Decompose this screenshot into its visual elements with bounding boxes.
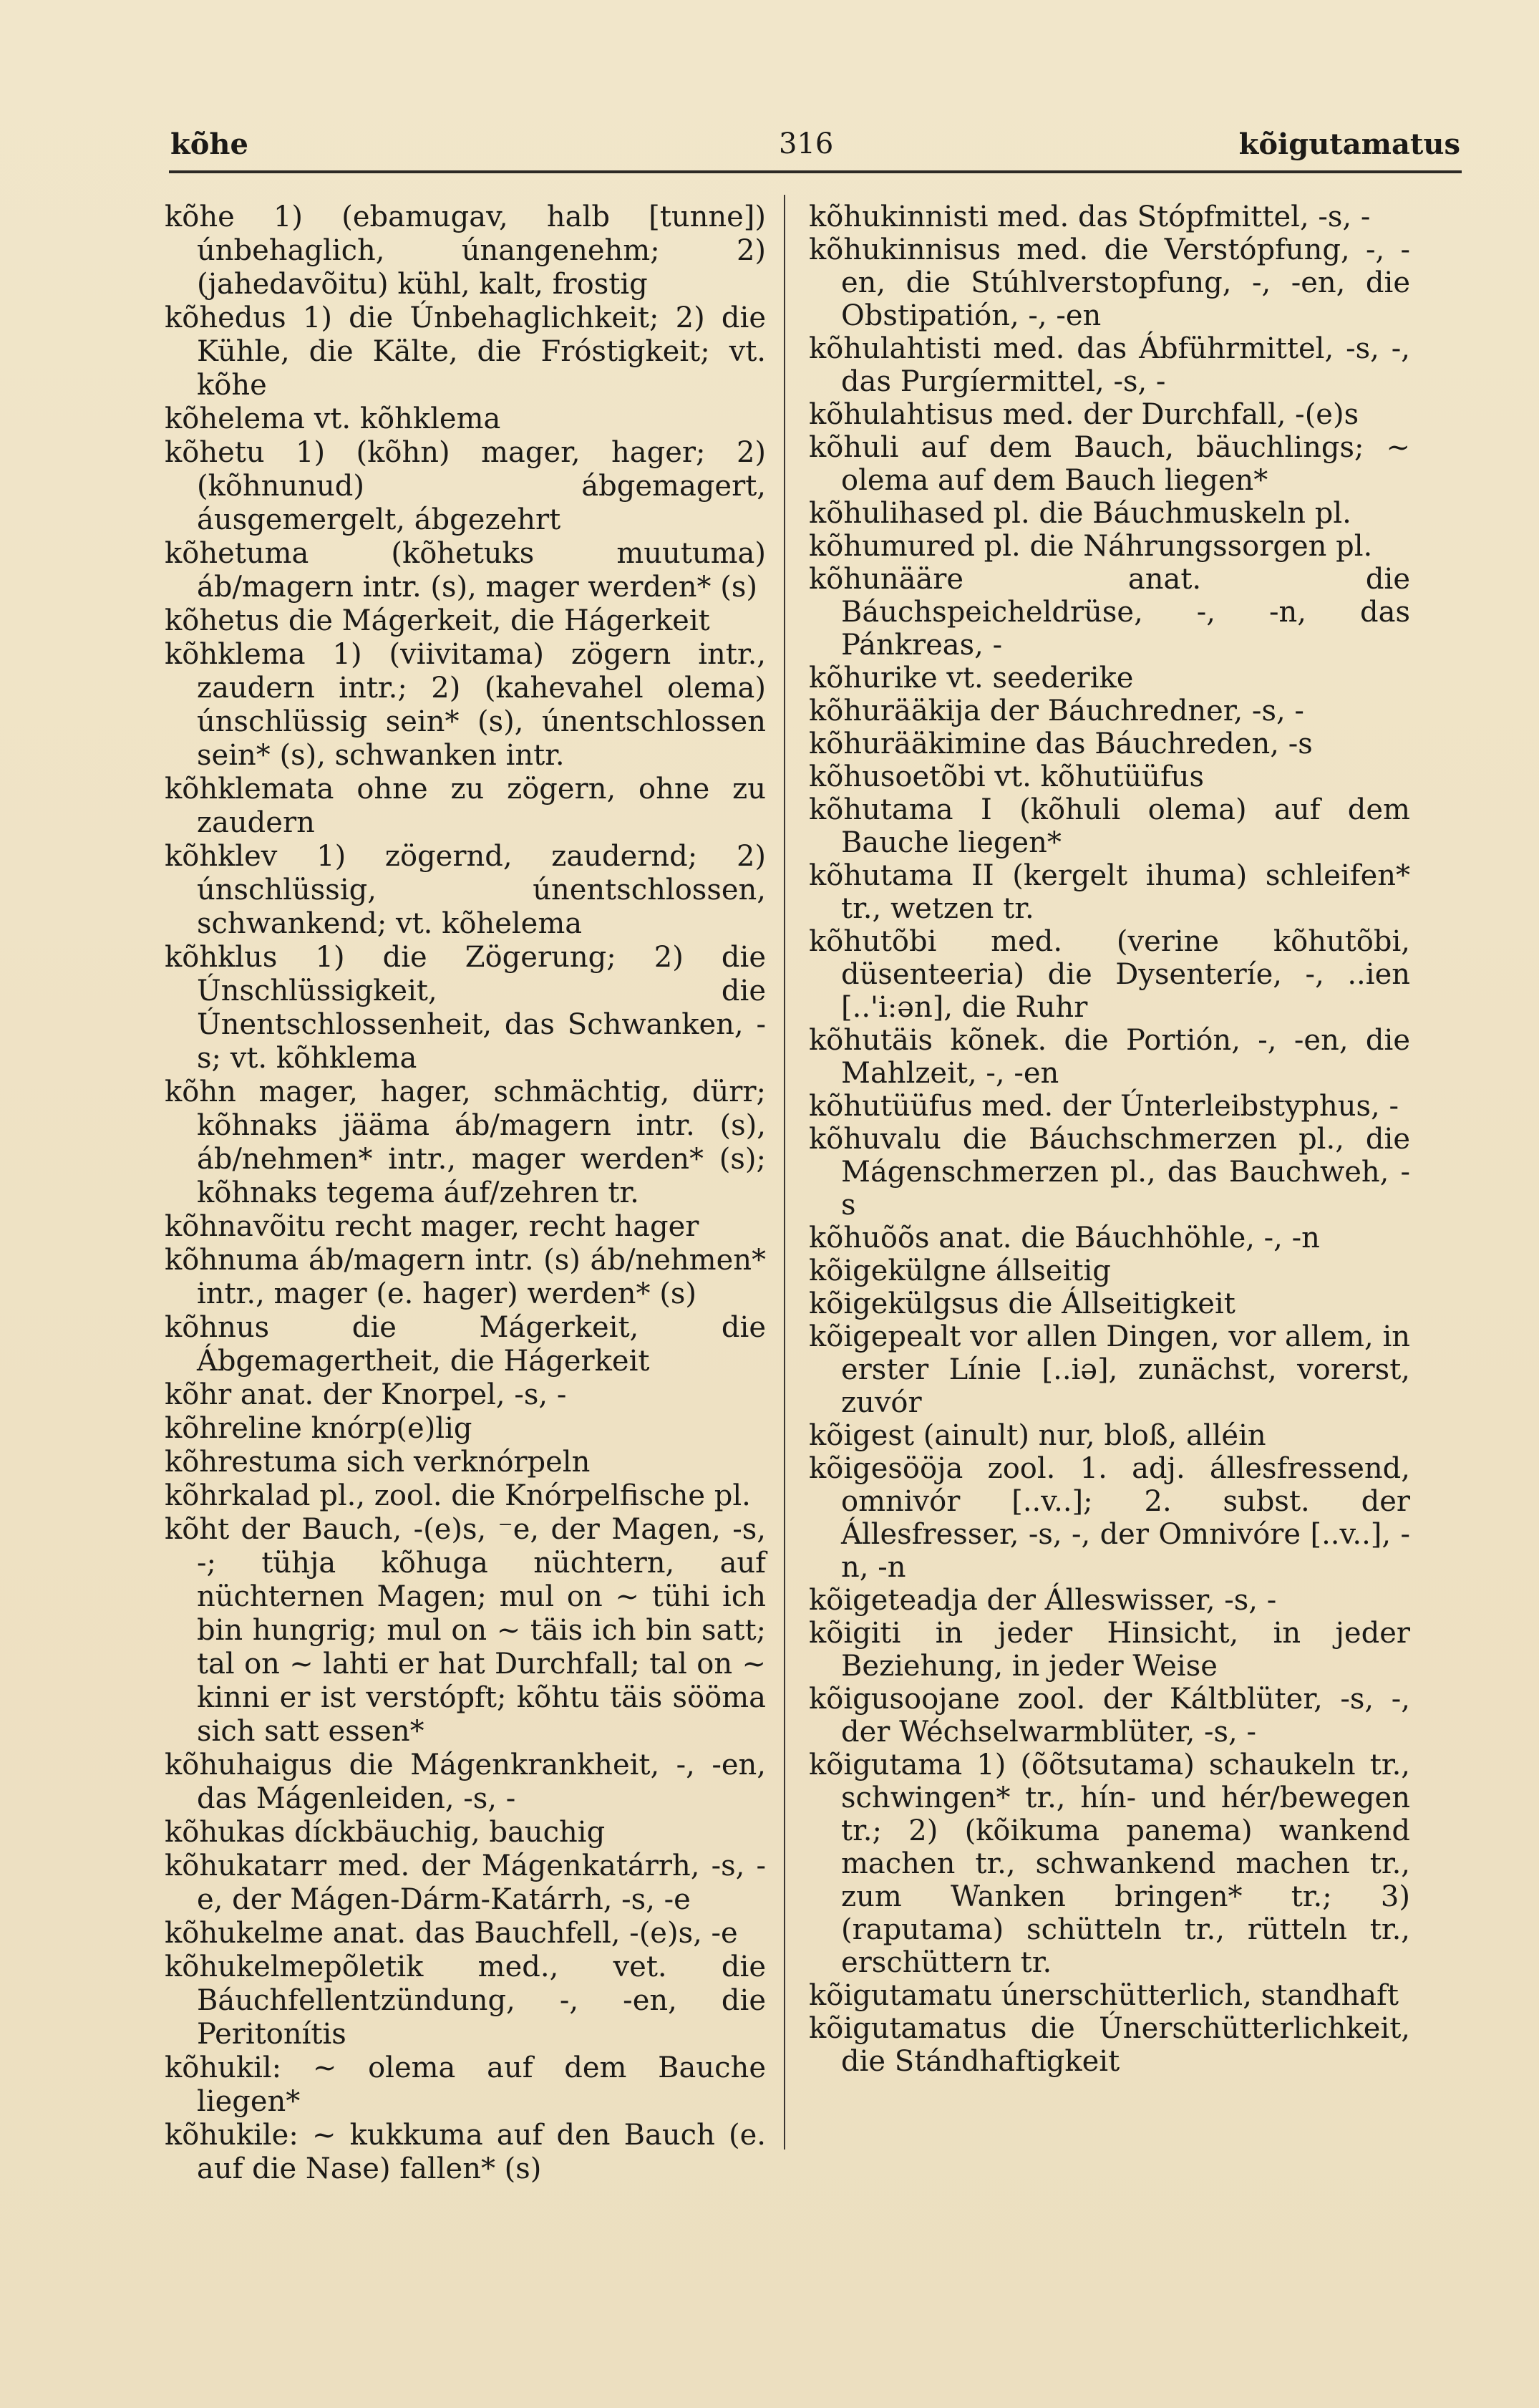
dictionary-entry: kõigepealt vor allen Dingen, vor allem, in erster Línie [..iə], zunächst, vorerst, zuvór [809, 1320, 1410, 1419]
dictionary-entry: kõhutama II (kergelt ihuma) schleifen* tr., wetzen tr. [809, 859, 1410, 925]
header-rule [169, 170, 1462, 173]
dictionary-entry: kõhn mager, hager, schmächtig, dürr; kõhnaks jääma áb/magern intr. (s), áb/nehmen* intr., mager werden* (s); kõhnaks tegema áuf/zehren tr. [165, 1075, 766, 1209]
dictionary-entry: kõhklema 1) (viivitama) zögern intr., zaudern intr.; 2) (kahevahel olema) únschlüssig sein* (s), únentschlossen sein* (s), schwanken intr. [165, 638, 766, 772]
dictionary-entry: kõhklemata ohne zu zögern, ohne zu zaudern [165, 773, 766, 839]
dictionary-entry: kõhreline knórp(e)lig [165, 1412, 472, 1445]
dictionary-entry: kõhuõõs anat. die Báuchhöhle, -, -n [809, 1222, 1320, 1254]
dictionary-entry: kõhukile: ~ kukkuma auf den Bauch (e. auf die Nase) fallen* (s) [165, 2119, 766, 2185]
dictionary-entry: kõhukinnisus med. die Verstópfung, -, -en, die Stúhlverstopfung, -, -en, die Obstipatión, -, -en [809, 233, 1410, 332]
column-divider [784, 195, 785, 2150]
dictionary-entry: kõigiti in jeder Hinsicht, in jeder Beziehung, in jeder Weise [809, 1617, 1410, 1683]
page-number: 316 [779, 127, 834, 160]
header-last-headword: kõigutamatus [1238, 127, 1460, 161]
dictionary-entry: kõigekülgsus die Állseitigkeit [809, 1287, 1235, 1320]
dictionary-entry: kõhetu 1) (kõhn) mager, hager; 2) (kõhnunud) ábgemagert, áusgemergelt, ábgezehrt [165, 436, 766, 536]
dictionary-entry: kõhukelmepõletik med., vet. die Báuchfellentzündung, -, -en, die Peritonítis [165, 1950, 766, 2051]
dictionary-entry: kõhelema vt. kõhklema [165, 402, 501, 435]
dictionary-entry: kõigest (ainult) nur, bloß, alléin [809, 1419, 1266, 1452]
dictionary-entry: kõhukas díckbäuchig, bauchig [165, 1816, 606, 1849]
dictionary-entry: kõigutamatu únerschütterlich, standhaft [809, 1979, 1399, 2012]
dictionary-entry: kõhklus 1) die Zögerung; 2) die Únschlüssigkeit, die Únentschlossenheit, das Schwanken, -s; vt. kõhklema [165, 941, 766, 1075]
dictionary-entry: kõhurääkimine das Báuchreden, -s [809, 727, 1313, 760]
dictionary-entry: kõhumured pl. die Náhrungssorgen pl. [809, 530, 1373, 563]
dictionary-entry: kõigutamatus die Únerschütterlichkeit, die Stándhaftigkeit [809, 2012, 1410, 2078]
dictionary-entry: kõhulahtisti med. das Ábführmittel, -s, -, das Purgíermittel, -s, - [809, 332, 1410, 398]
dictionary-entry: kõhurike vt. seederike [809, 662, 1134, 695]
dictionary-entry: kõhetus die Mágerkeit, die Hágerkeit [165, 604, 710, 637]
left-column [165, 200, 766, 2186]
dictionary-entry: kõhulahtisus med. der Durchfall, -(e)s [809, 398, 1359, 431]
dictionary-entry: kõhetuma (kõhetuks muutuma) áb/magern intr. (s), mager werden* (s) [165, 537, 766, 604]
dictionary-entry: kõhnavõitu recht mager, recht hager [165, 1210, 699, 1243]
dictionary-entry: kõhr anat. der Knorpel, -s, - [165, 1378, 567, 1411]
dictionary-entry: kõigusoojane zool. der Káltblüter, -s, -, der Wéchselwarmblüter, -s, - [809, 1683, 1410, 1749]
dictionary-entry: kõhutäis kõnek. die Portión, -, -en, die Mahlzeit, -, -en [809, 1024, 1410, 1090]
dictionary-entry: kõhnuma áb/magern intr. (s) áb/nehmen* intr., mager (e. hager) werden* (s) [165, 1244, 766, 1310]
dictionary-entry: kõigekülgne állseitig [809, 1254, 1111, 1287]
dictionary-entry: kõhukatarr med. der Mágenkatárrh, -s, -e, der Mágen-Dárm-Katárrh, -s, -e [165, 1849, 766, 1916]
dictionary-entry: kõhe 1) (ebamugav, halb [tunne]) únbehaglich, únangenehm; 2) (jahedavõitu) kühl, kalt, frostig [165, 200, 766, 301]
dictionary-entry: kõhnus die Mágerkeit, die Ábgemagertheit, die Hágerkeit [165, 1311, 766, 1378]
dictionary-entry: kõhunääre anat. die Báuchspeicheldrüse, -, -n, das Pánkreas, - [809, 563, 1410, 662]
dictionary-entry: kõhuvalu die Báuchschmerzen pl., die Mágenschmerzen pl., das Bauchweh, -s [809, 1123, 1410, 1222]
dictionary-entry: kõhrkalad pl., zool. die Knórpelfische pl. [165, 1479, 751, 1512]
dictionary-entry: kõhulihased pl. die Báuchmuskeln pl. [809, 497, 1351, 530]
dictionary-entry: kõhklev 1) zögernd, zaudernd; 2) únschlüssig, únentschlossen, schwankend; vt. kõhelema [165, 840, 766, 940]
dictionary-entry: kõhuhaigus die Mágenkrankheit, -, -en, das Mágenleiden, -s, - [165, 1749, 766, 1815]
dictionary-entry: kõigutama 1) (õõtsutama) schaukeln tr., schwingen* tr., hín- und hér/bewegen tr.; 2) (kõikuma panema) wankend machen tr., schwankend machen tr., zum Wanken bringen* tr.; 3) (raputama) schütteln tr., rütteln tr., erschüttern tr. [809, 1749, 1410, 1979]
running-header [170, 127, 1460, 170]
dictionary-entry: kõhutüüfus med. der Únterleibstyphus, - [809, 1090, 1399, 1123]
dictionary-entry: kõhutõbi med. (verine kõhutõbi, düsenteeria) die Dysenteríe, -, ..ien [..'i:ən], die Ruhr [809, 925, 1410, 1024]
dictionary-entry: kõhutama I (kõhuli olema) auf dem Bauche liegen* [809, 793, 1410, 859]
dictionary-entry: kõht der Bauch, -(e)s, ⁻e, der Magen, -s, -; tühja kõhuga nüchtern, auf nüchternen Magen; mul on ~ tühi ich bin hungrig; mul on ~ täis ich bin satt; tal on ~ lahti er hat Durchfall; tal on ~ kinni er ist verstópft; kõhtu täis sööma sich satt essen* [165, 1513, 766, 1748]
dictionary-entry: kõhukinnisti med. das Stópfmittel, -s, - [809, 200, 1371, 233]
dictionary-entry: kõhukelme anat. das Bauchfell, -(e)s, -e [165, 1917, 738, 1950]
dictionary-entry: kõhedus 1) die Únbehaglichkeit; 2) die Kühle, die Kälte, die Fróstigkeit; vt. kõhe [165, 301, 766, 402]
dictionary-entry: kõigeteadja der Álleswisser, -s, - [809, 1584, 1277, 1617]
dictionary-entry: kõhrestuma sich verknórpeln [165, 1446, 591, 1479]
right-column [809, 200, 1410, 2078]
dictionary-entry: kõhuli auf dem Bauch, bäuchlings; ~ olema auf dem Bauch liegen* [809, 431, 1410, 497]
header-first-headword: kõhe [170, 127, 248, 161]
dictionary-entry: kõigesööja zool. 1. adj. állesfressend, omnivór [..v..]; 2. subst. der Állesfresser, -s, -, der Omnivóre [..v..], -n, -n [809, 1452, 1410, 1584]
dictionary-entry: kõhurääkija der Báuchredner, -s, - [809, 695, 1304, 727]
dictionary-entry: kõhukil: ~ olema auf dem Bauche liegen* [165, 2051, 766, 2118]
dictionary-entry: kõhusoetõbi vt. kõhutüüfus [809, 760, 1205, 793]
